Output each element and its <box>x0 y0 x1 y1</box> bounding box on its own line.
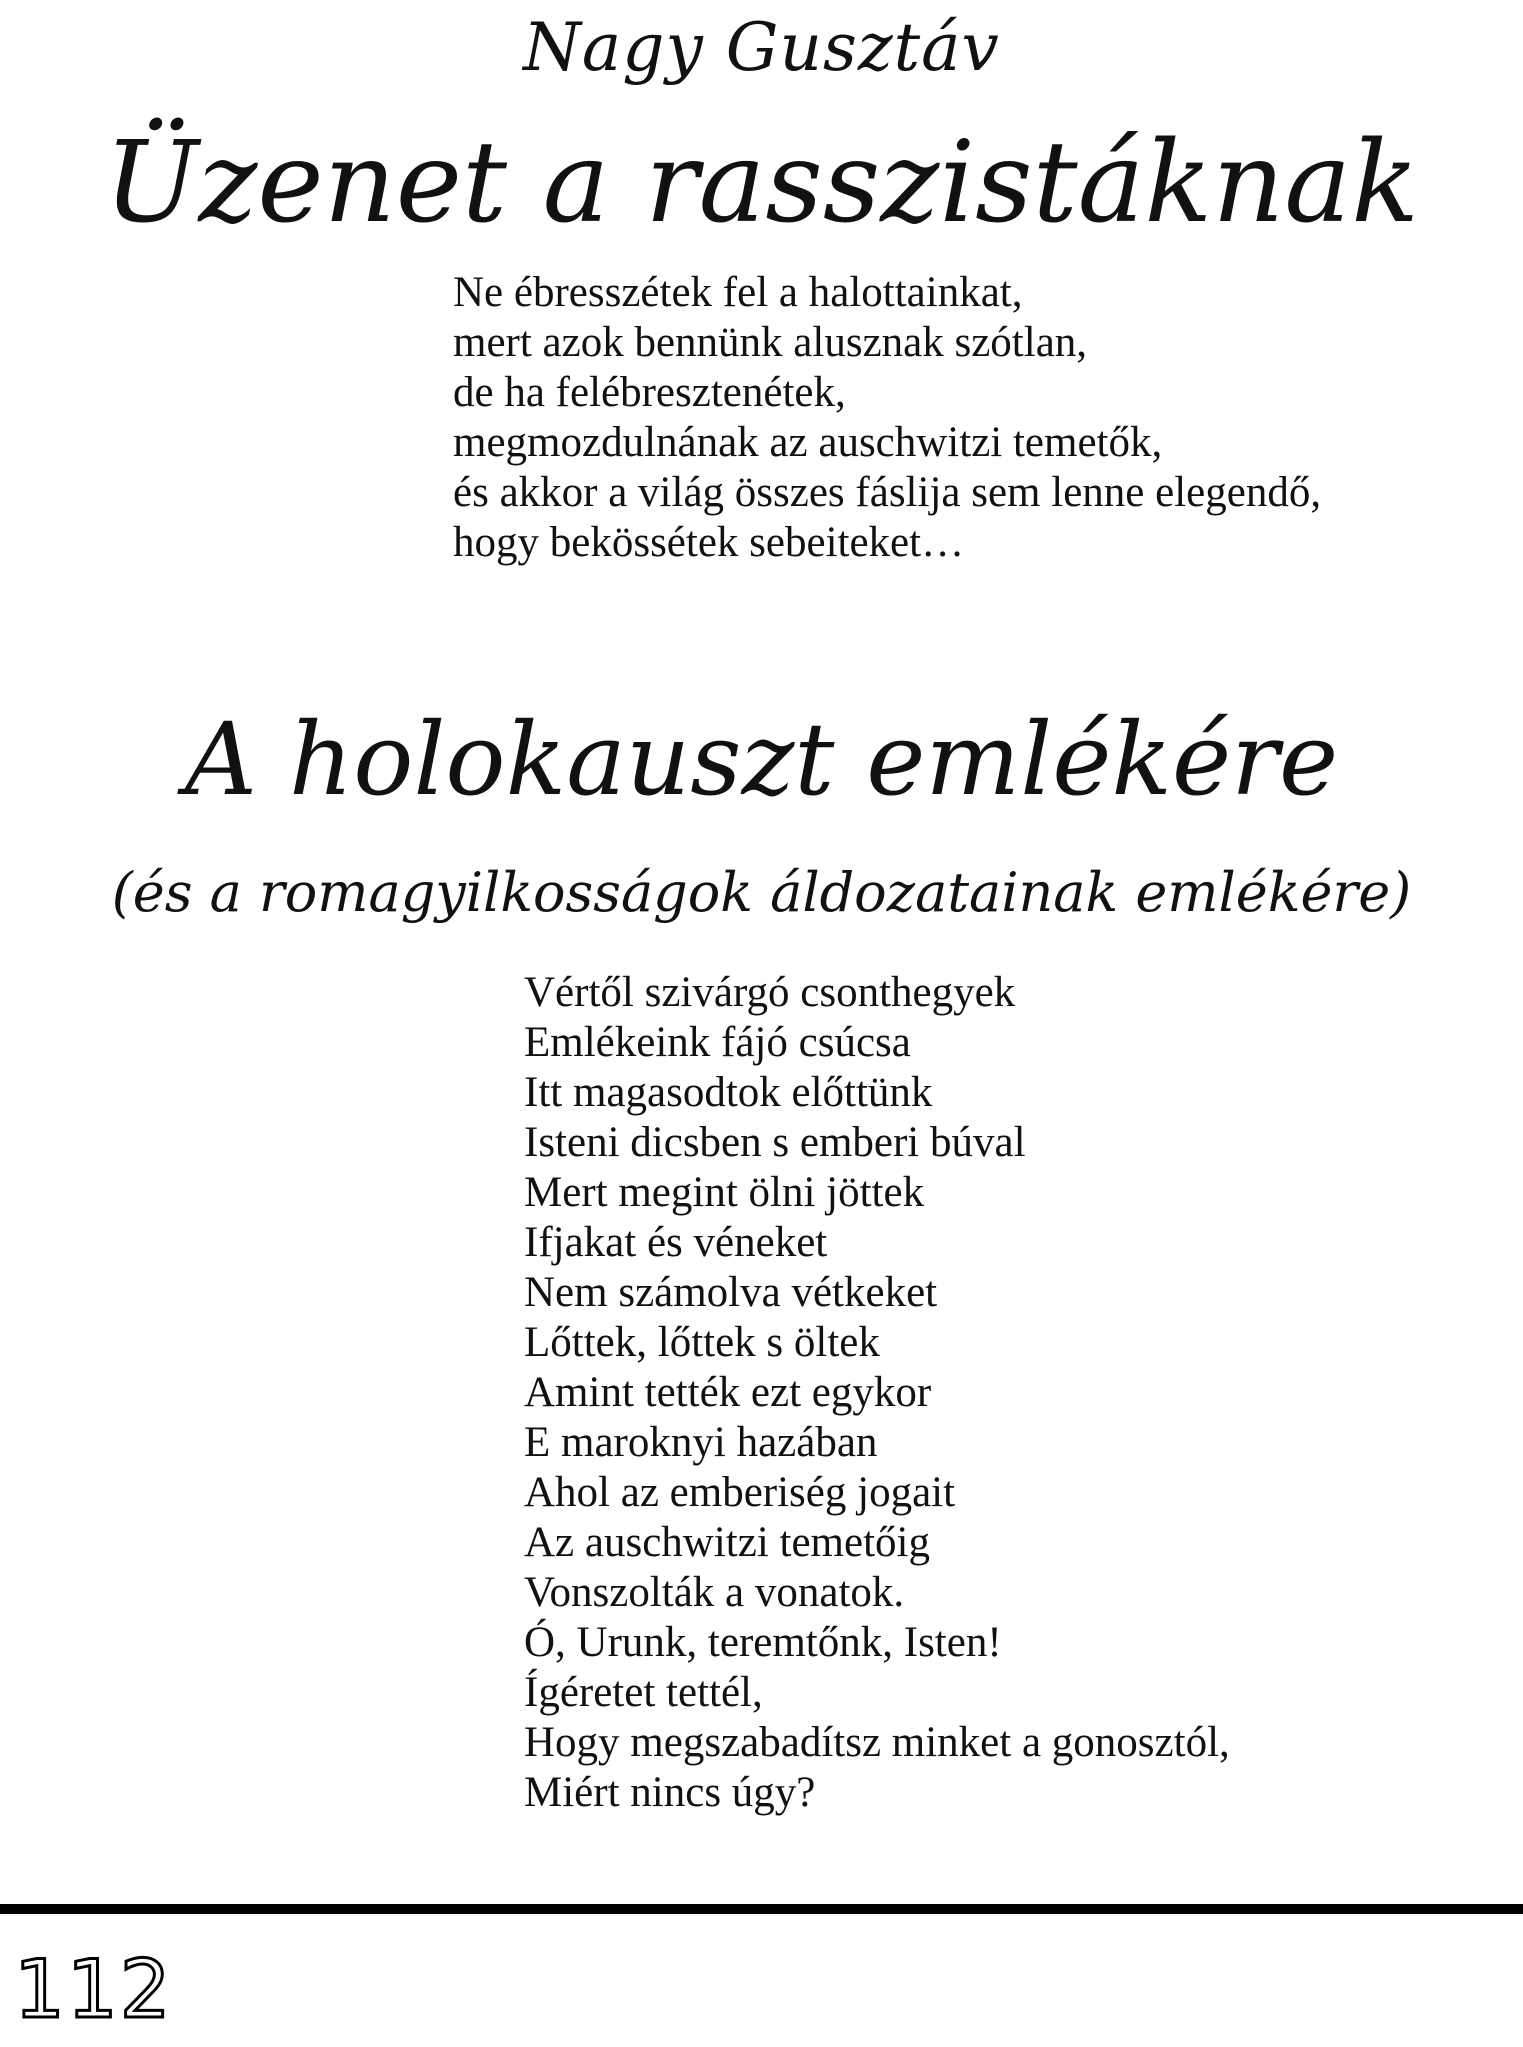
poem-line: hogy bekössétek sebeiteket… <box>453 519 965 566</box>
poem-line: Ifjakat és véneket <box>524 1219 828 1266</box>
poem-line: Vértől szivárgó csonthegyek <box>524 969 1016 1016</box>
poem-title-holokauszt: A holokauszt emlékére <box>184 701 1339 818</box>
poem-line: Miért nincs úgy? <box>524 1769 816 1816</box>
poem-line: Az auschwitzi temetőig <box>524 1519 930 1566</box>
poem-line: E maroknyi hazában <box>524 1419 878 1466</box>
poem-line: Hogy megszabadítsz minket a gonosztól, <box>524 1719 1230 1766</box>
footer-divider <box>0 1904 1523 1914</box>
page-number: 112 <box>14 1943 173 2036</box>
poem-line: Vonszolták a vonatok. <box>524 1569 905 1616</box>
poem-line: Isteni dicsben s emberi búval <box>524 1119 1026 1166</box>
poem-body-holokauszt <box>524 968 1230 1818</box>
poem-title-uzenet: Üzenet a rasszistáknak <box>103 118 1420 248</box>
poem-line: Nem számolva vétkeket <box>524 1269 938 1316</box>
poem-line: Emlékeink fájó csúcsa <box>524 1019 911 1066</box>
poem-line: Amint tették ezt egykor <box>524 1369 932 1416</box>
poem-line: megmozdulnának az auschwitzi temetők, <box>453 419 1163 466</box>
poem-subtitle-holokauszt: (és a romagyilkosságok áldozatainak emlékére) <box>111 861 1412 924</box>
poem-line: Ahol az emberiség jogait <box>524 1469 956 1516</box>
poem-line: Ígéretet tettél, <box>524 1669 763 1716</box>
poem-line: Ne ébresszétek fel a halottainkat, <box>453 269 1023 316</box>
poem-line: mert azok bennünk alusznak szótlan, <box>453 319 1088 366</box>
poem-line: Itt magasodtok előttünk <box>524 1069 933 1116</box>
poem-line: és akkor a világ összes fáslija sem lenne elegendő, <box>453 469 1322 516</box>
poem-line: Lőttek, lőttek s öltek <box>524 1319 880 1366</box>
author-name: Nagy Gusztáv <box>523 9 1000 86</box>
poem-line: Ó, Urunk, teremtőnk, Isten! <box>524 1619 1002 1666</box>
poem-body-uzenet <box>453 268 1321 568</box>
poem-line: de ha felébresztenétek, <box>453 369 846 416</box>
poem-line: Mert megint ölni jöttek <box>524 1169 925 1216</box>
